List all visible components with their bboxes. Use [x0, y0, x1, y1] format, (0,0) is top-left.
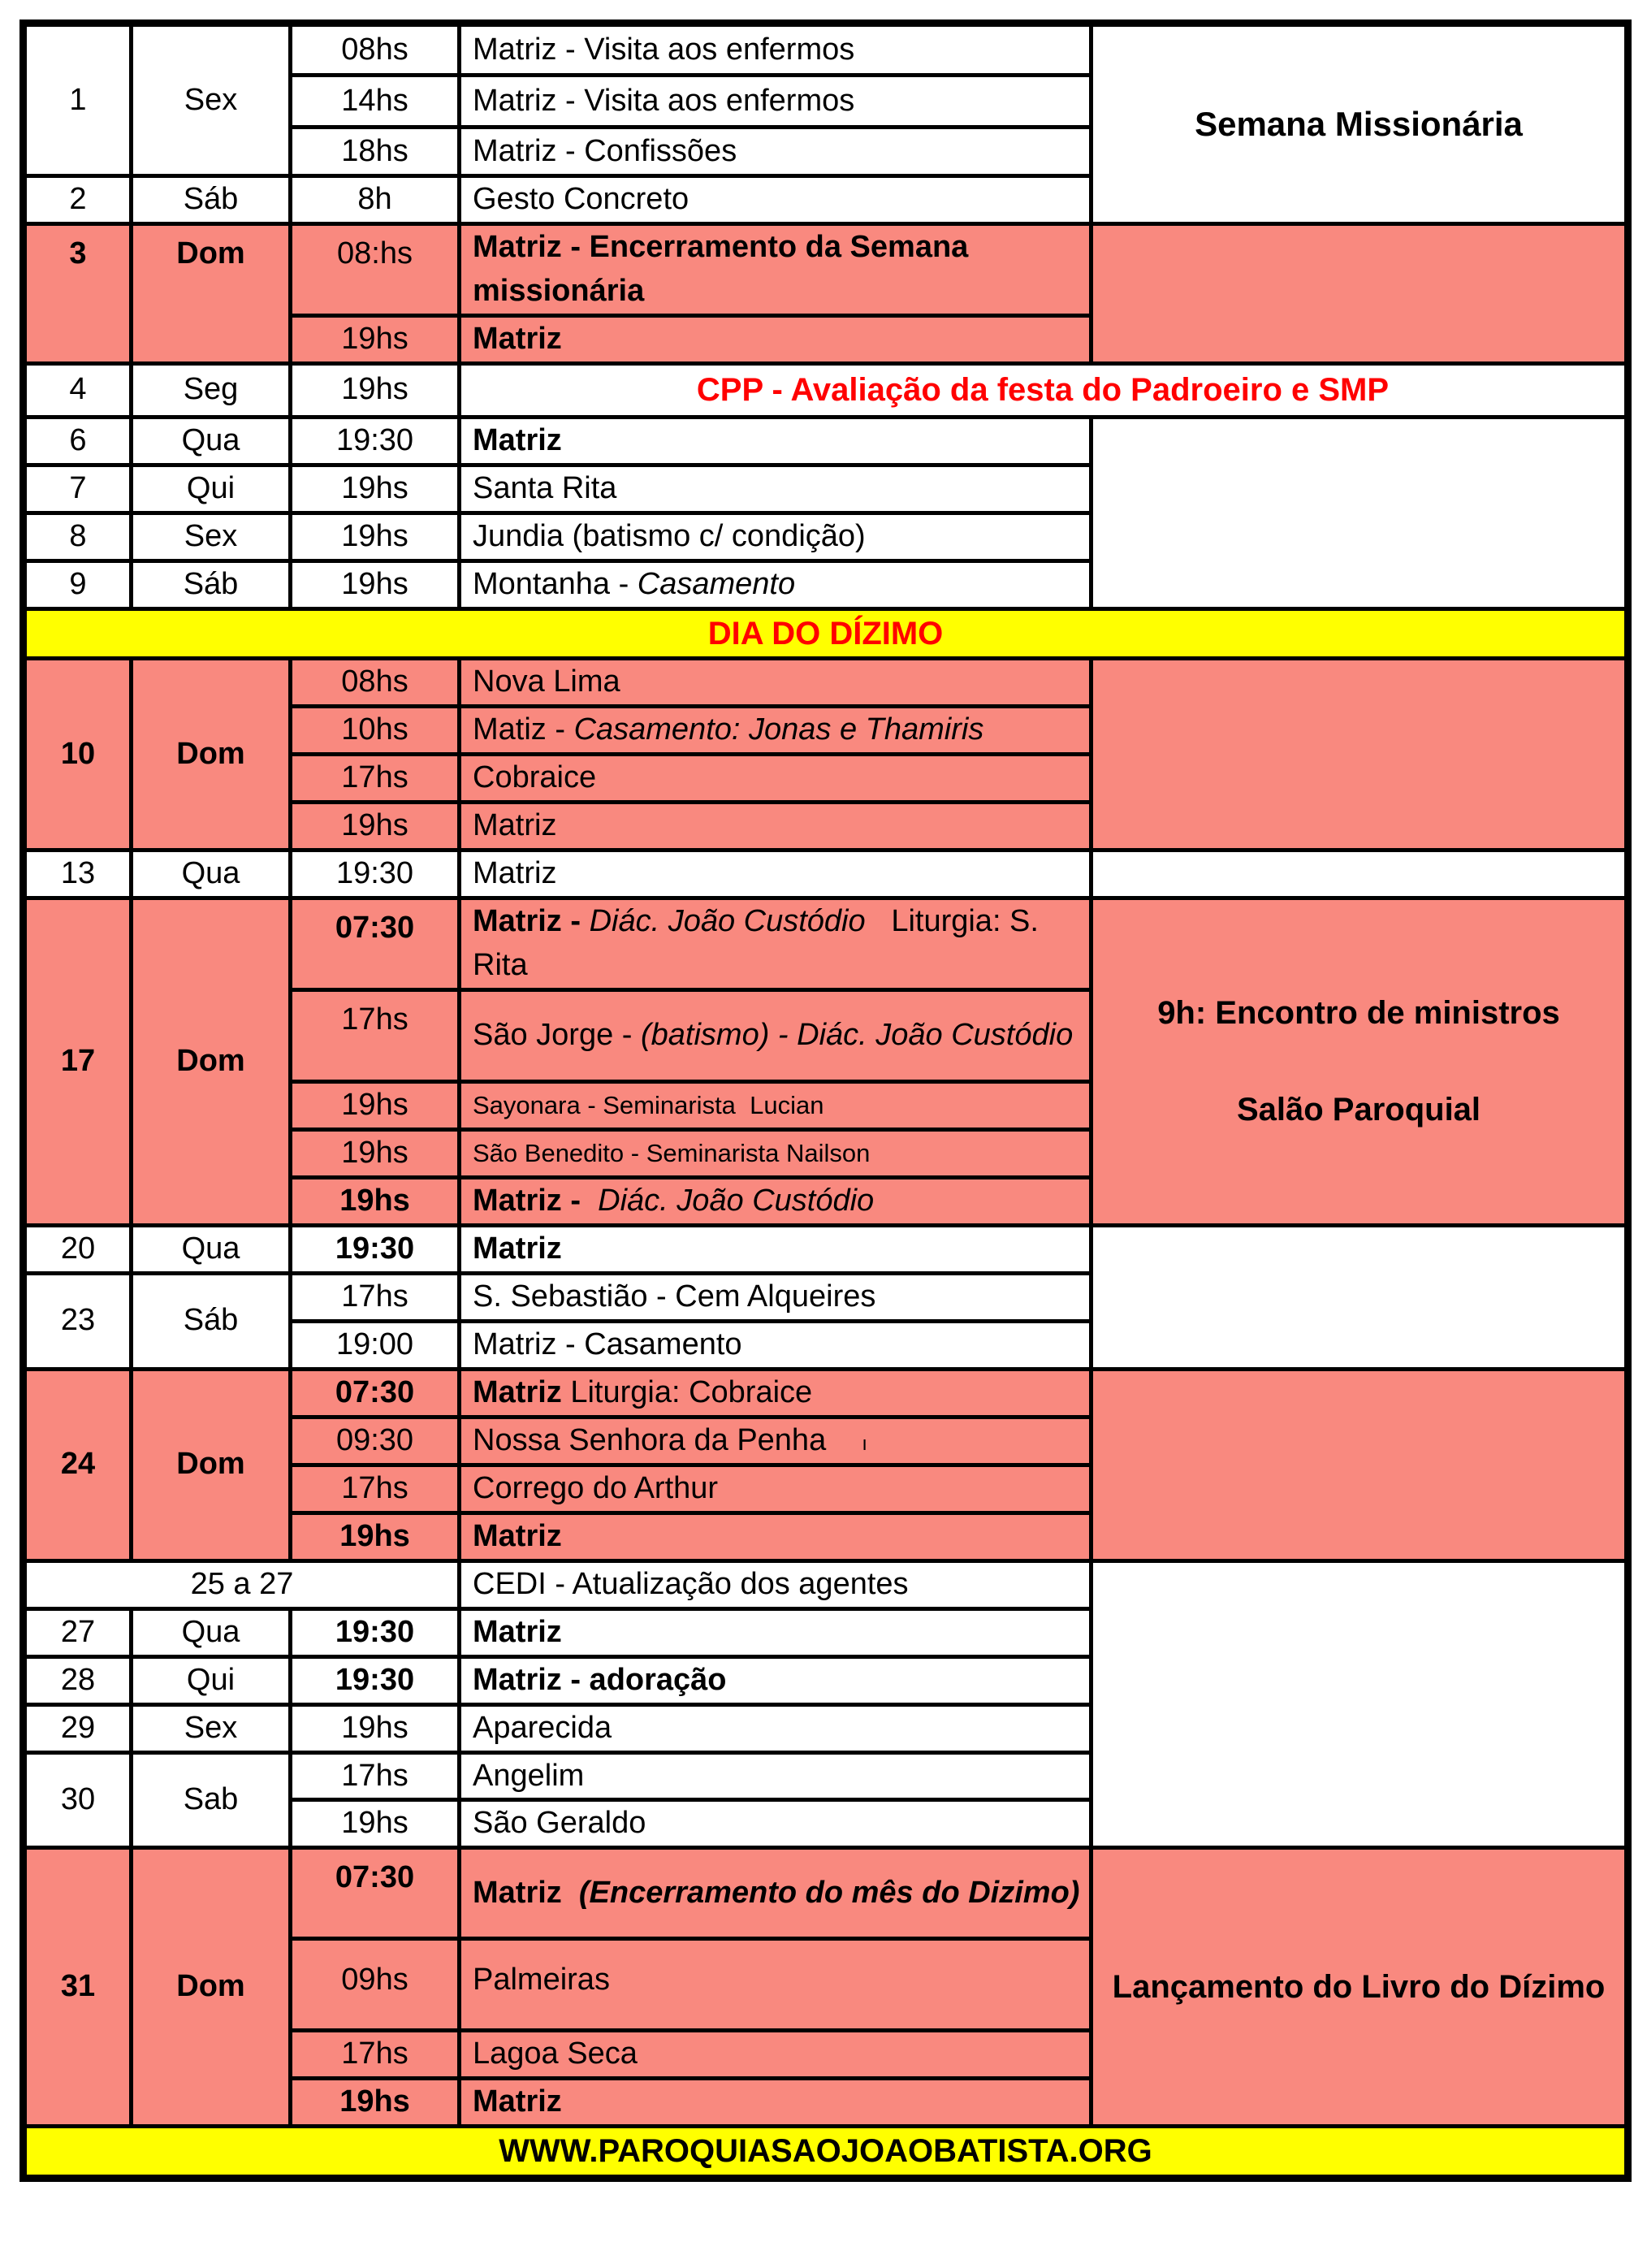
event-cell: Jundia (batismo c/ condição)	[460, 513, 1091, 561]
event-text-italic: Diác. João Custódio	[589, 1184, 875, 1218]
day-number-cell: 23	[24, 1274, 132, 1370]
note-cell-empty	[1091, 659, 1628, 850]
event-text-italic: Diác. João Custódio	[589, 904, 866, 939]
event-cell: Nova Lima	[460, 659, 1091, 707]
time-cell: 8h	[291, 176, 460, 224]
time-cell: 19hs	[291, 1178, 460, 1226]
time-cell: 19:30	[291, 850, 460, 898]
event-cell: Matriz - Casamento	[460, 1321, 1091, 1369]
event-text-bold-italic: (Encerramento do mês do Dizimo)	[578, 1875, 1080, 1910]
event-text-bold: Matriz -	[473, 1184, 590, 1218]
cpp-note: CPP - Avaliação da festa do Padroeiro e SMP	[460, 363, 1628, 417]
stray-tick: ı	[862, 1432, 867, 1455]
time-cell: 19hs	[291, 1704, 460, 1752]
day-number-cell: 13	[24, 850, 132, 898]
note-cell-empty	[1091, 1226, 1628, 1370]
note-semana-missionaria: Semana Missionária	[1091, 24, 1628, 224]
time-cell: 19hs	[291, 315, 460, 363]
time-cell: 19hs	[291, 1513, 460, 1560]
event-cell: Lagoa Seca	[460, 2031, 1091, 2079]
event-cell: Matriz - adoração	[460, 1656, 1091, 1704]
day-row	[24, 1560, 1628, 1608]
time-cell: 19hs	[291, 1130, 460, 1178]
time-cell: 17hs	[291, 755, 460, 803]
weekday-cell: Sab	[132, 1752, 291, 1848]
day-number-cell: 4	[24, 363, 132, 417]
time-cell: 19hs	[291, 803, 460, 850]
weekday-cell: Qua	[132, 1226, 291, 1274]
event-text: Montanha -	[473, 566, 638, 601]
day-number-cell: 3	[24, 223, 132, 363]
time-cell: 08:hs	[291, 223, 460, 315]
weekday-cell: Sáb	[132, 176, 291, 224]
event-cell: Matriz - Confissões	[460, 128, 1091, 176]
time-cell: 10hs	[291, 707, 460, 755]
day-number-cell: 31	[24, 1848, 132, 2127]
schedule-table	[19, 19, 1632, 2182]
note-encontro-ministros	[1091, 898, 1628, 1226]
event-text-bold: Matriz	[473, 1875, 579, 1910]
event-cell	[460, 1417, 1091, 1465]
event-cell: Sayonara - Seminarista Lucian	[460, 1082, 1091, 1130]
weekday-cell: Dom	[132, 659, 291, 850]
note-cell-empty	[1091, 1560, 1628, 1848]
event-cell: Matriz	[460, 417, 1091, 465]
day-row	[24, 223, 1628, 315]
event-text: Liturgia: Cobraice	[561, 1374, 813, 1409]
event-text-italic: Casamento	[637, 566, 796, 601]
note-cell-empty	[1091, 1369, 1628, 1560]
weekday-cell: Seg	[132, 363, 291, 417]
event-cell: Matriz	[460, 315, 1091, 363]
time-cell: 17hs	[291, 1465, 460, 1513]
time-cell: 19hs	[291, 1082, 460, 1130]
banner-footer: WWW.PAROQUIASAOJOAOBATISTA.ORG	[24, 2127, 1628, 2179]
event-cell	[460, 1848, 1091, 1939]
time-cell: 14hs	[291, 76, 460, 128]
weekday-cell: Sáb	[132, 1274, 291, 1370]
day-number-cell: 28	[24, 1656, 132, 1704]
note-cell-empty	[1091, 850, 1628, 898]
event-text-bold: Matriz -	[473, 904, 590, 939]
event-cell	[460, 1178, 1091, 1226]
event-cell: Palmeiras	[460, 1939, 1091, 2031]
time-cell: 19hs	[291, 513, 460, 561]
day-number-cell: 29	[24, 1704, 132, 1752]
event-cell: Matriz - Visita aos enfermos	[460, 24, 1091, 76]
note-line-2: Salão Paroquial	[1236, 1092, 1481, 1128]
weekday-cell: Dom	[132, 898, 291, 1226]
event-text: Matiz -	[473, 712, 574, 747]
event-cell: S. Sebastião - Cem Alqueires	[460, 1274, 1091, 1322]
time-cell: 19hs	[291, 1800, 460, 1848]
event-cell: Angelim	[460, 1752, 1091, 1800]
time-cell: 07:30	[291, 898, 460, 990]
event-cell: Matriz - Encerramento da Semana missionária	[460, 223, 1091, 315]
event-cell	[460, 898, 1091, 990]
event-text-italic: (batismo) - Diác. João Custódio	[641, 1018, 1074, 1053]
time-cell: 19hs	[291, 465, 460, 513]
weekday-cell: Sex	[132, 1704, 291, 1752]
time-cell: 19:00	[291, 1321, 460, 1369]
event-cell: Santa Rita	[460, 465, 1091, 513]
time-cell: 19:30	[291, 1226, 460, 1274]
banner-row	[24, 2127, 1628, 2179]
day-number-cell: 10	[24, 659, 132, 850]
event-cell	[460, 561, 1091, 608]
event-cell	[460, 990, 1091, 1082]
day-number-cell: 17	[24, 898, 132, 1226]
weekday-cell: Sex	[132, 513, 291, 561]
day-number-cell: 20	[24, 1226, 132, 1274]
event-text: São Jorge -	[473, 1018, 641, 1053]
event-cell: Matriz	[460, 1608, 1091, 1656]
event-text: Liturgia: S. Rita	[473, 904, 1048, 983]
weekday-cell: Sáb	[132, 561, 291, 608]
day-number-cell: 8	[24, 513, 132, 561]
note-cell-empty	[1091, 417, 1628, 608]
weekday-cell: Qua	[132, 850, 291, 898]
event-cell: Matriz - Visita aos enfermos	[460, 76, 1091, 128]
day-row	[24, 24, 1628, 76]
time-cell: 18hs	[291, 128, 460, 176]
day-row	[24, 850, 1628, 898]
event-cell: São Geraldo	[460, 1800, 1091, 1848]
weekday-cell: Qua	[132, 417, 291, 465]
time-cell: 19:30	[291, 1656, 460, 1704]
day-number-cell: 27	[24, 1608, 132, 1656]
time-cell: 07:30	[291, 1369, 460, 1417]
weekday-cell: Sex	[132, 24, 291, 176]
event-cell: Matriz	[460, 850, 1091, 898]
event-cell: Aparecida	[460, 1704, 1091, 1752]
day-number-cell: 9	[24, 561, 132, 608]
day-row	[24, 1226, 1628, 1274]
day-range-cell: 25 a 27	[24, 1560, 460, 1608]
weekday-cell: Qua	[132, 1608, 291, 1656]
time-cell: 09hs	[291, 1939, 460, 2031]
note-cell-empty	[1091, 223, 1628, 363]
time-cell: 19:30	[291, 1608, 460, 1656]
weekday-cell: Dom	[132, 1369, 291, 1560]
day-number-cell: 6	[24, 417, 132, 465]
time-cell: 07:30	[291, 1848, 460, 1939]
time-cell: 17hs	[291, 990, 460, 1082]
time-cell: 09:30	[291, 1417, 460, 1465]
event-text-italic: Casamento: Jonas e Thamiris	[573, 712, 984, 747]
day-number-cell: 24	[24, 1369, 132, 1560]
time-cell: 19hs	[291, 2079, 460, 2127]
weekday-cell: Dom	[132, 1848, 291, 2127]
time-cell: 17hs	[291, 1274, 460, 1322]
event-text-bold: Matriz	[473, 1374, 562, 1409]
event-cell: Cobraice	[460, 755, 1091, 803]
day-row	[24, 363, 1628, 417]
event-cell: São Benedito - Seminarista Nailson	[460, 1130, 1091, 1178]
banner-dizimo: DIA DO DÍZIMO	[24, 608, 1628, 659]
weekday-cell: Dom	[132, 223, 291, 363]
event-cell: Matriz	[460, 1226, 1091, 1274]
day-row	[24, 1848, 1628, 1939]
day-number-cell: 2	[24, 176, 132, 224]
note-line-1: 9h: Encontro de ministros	[1157, 995, 1560, 1032]
day-number-cell: 30	[24, 1752, 132, 1848]
event-cell: Corrego do Arthur	[460, 1465, 1091, 1513]
weekday-cell: Qui	[132, 1656, 291, 1704]
event-cell: Matriz	[460, 803, 1091, 850]
weekday-cell: Qui	[132, 465, 291, 513]
time-cell: 08hs	[291, 24, 460, 76]
day-number-cell: 7	[24, 465, 132, 513]
event-cell: Matriz	[460, 2079, 1091, 2127]
time-cell: 17hs	[291, 2031, 460, 2079]
day-row	[24, 417, 1628, 465]
note-lancamento-dizimo: Lançamento do Livro do Dízimo	[1091, 1848, 1628, 2127]
time-cell: 19hs	[291, 561, 460, 608]
time-cell: 08hs	[291, 659, 460, 707]
day-row	[24, 898, 1628, 990]
event-cell: CEDI - Atualização dos agentes	[460, 1560, 1091, 1608]
time-cell: 19hs	[291, 363, 460, 417]
event-text: Nossa Senhora da Penha	[473, 1422, 827, 1457]
time-cell: 19:30	[291, 417, 460, 465]
banner-row	[24, 608, 1628, 659]
day-row	[24, 659, 1628, 707]
event-cell: Gesto Concreto	[460, 176, 1091, 224]
day-row	[24, 1369, 1628, 1417]
event-cell	[460, 1369, 1091, 1417]
day-number-cell: 1	[24, 24, 132, 176]
event-cell: Matriz	[460, 1513, 1091, 1560]
event-cell	[460, 707, 1091, 755]
time-cell: 17hs	[291, 1752, 460, 1800]
